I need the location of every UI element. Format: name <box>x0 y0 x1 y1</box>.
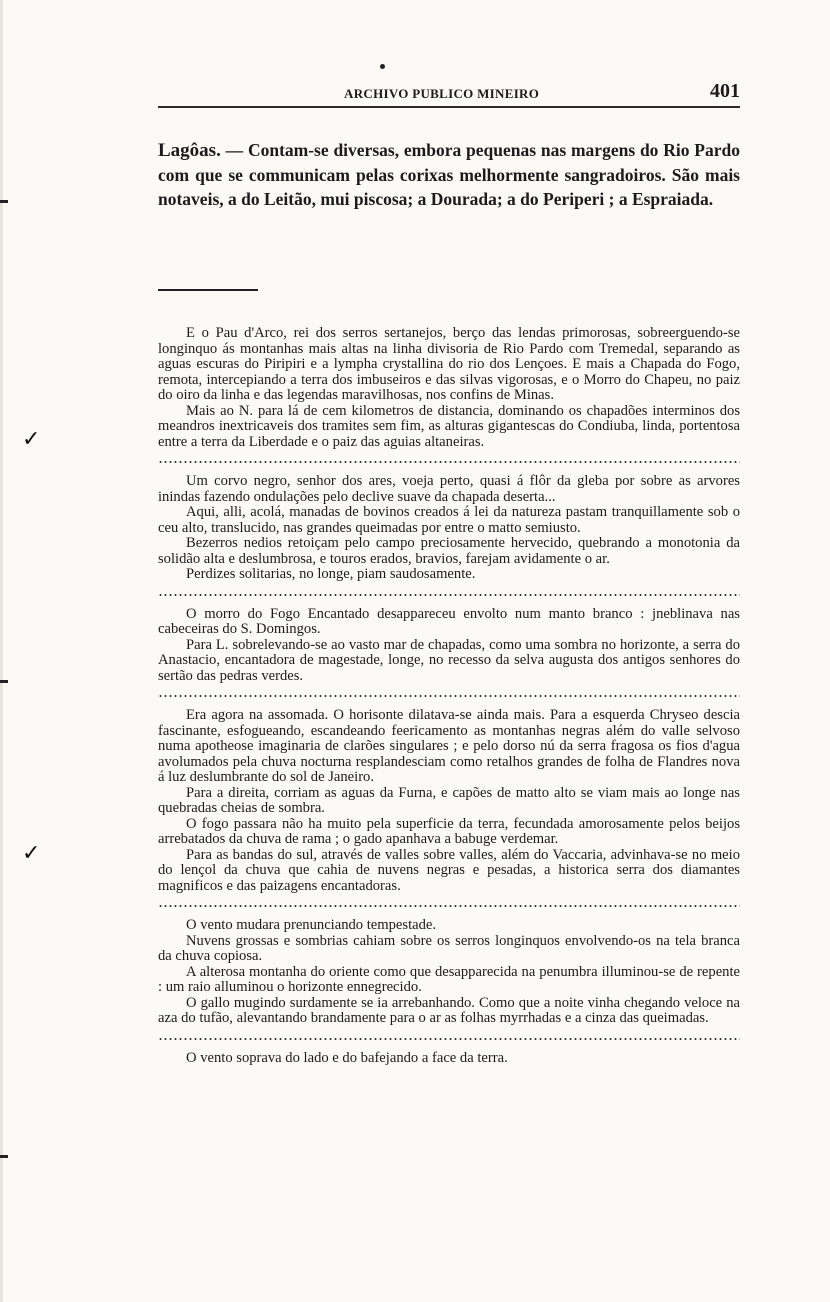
edge-tick <box>0 200 8 203</box>
header-dot <box>380 64 385 69</box>
page-number: 401 <box>710 80 740 102</box>
margin-mark: ✓ <box>22 426 41 451</box>
paragraph: Mais ao N. para lá de cem kilometros de distancia, dominando os chapadões interminos dos meandros inextricaveis dos tramites sem fim, as alturas gigantescas do Condiuba, linda, portentosa entre a terra da Liberdade e o paiz das aguias altaneiras. <box>158 402 740 450</box>
running-title: ARCHIVO PUBLICO MINEIRO <box>344 86 540 101</box>
lead-text: — Contam-se diversas, embora pequenas nas margens do Rio Pardo com que se communicam pelas corixas melhormente sangradoiros. São mais notaveis, a do Leitão, mui piscosa; a Dourada; a do Periperi ; a Espraiada. <box>158 140 740 209</box>
paragraph: Para L. sobrelevando-se ao vasto mar de chapadas, como uma sombra no horizonte, a serra do Anastacio, encantadora de magestade, longe, no recesso da selva augusta dos antigos senhores do sertão das pedras verdes. <box>158 636 740 684</box>
margin-mark: ✓ <box>22 840 41 865</box>
paragraph: O fogo passara não ha muito pela superficie da terra, fecundada amorosamente pelos beijos arrebatados da chuva de rama ; o gado apanhava a babuge verdemar. <box>158 815 740 847</box>
page-edge <box>0 0 3 1302</box>
paragraph: Nuvens grossas e sombrias cahiam sobre os serros longinquos envolvendo-os na tela branca da chuva copiosa. <box>158 932 740 964</box>
paragraph: Para as bandas do sul, através de valles sobre valles, além do Vaccaria, advinhava-se no meio do lençol da chuva que cahia de nuvens negras e pesadas, a historica serra dos diamantes magnificos e das paizagens encantadoras. <box>158 846 740 894</box>
header-rule <box>158 106 740 108</box>
paragraph: Um corvo negro, senhor dos ares, voeja perto, quasi á flôr da gleba por sobre as arvores inindas fazendo ondulações pelo declive suave da chapada deserta... <box>158 473 740 505</box>
section-rule <box>158 289 258 291</box>
dotted-separator <box>158 585 740 605</box>
paragraph: O vento soprava do lado e do bafejando a face da terra. <box>186 1049 508 1066</box>
lead-paragraph <box>158 138 740 211</box>
paragraph: E o Pau d'Arco, rei dos serros sertanejos, berço das lendas primorosas, sobreerguendo-se longinquo ás montanhas mais altas na linha divisoria de Rio Pardo com Tremedal, separando as aguas escuras do Piripiri e a lympha crystallina do rio dos Lençoes. E mais a Chapada do Fogo, remota, intercepiando a terra dos imbuseiros e das silvas vigorosas, e o Morro do Chapeu, no paiz do oiro da linha e das legendas maravilhosas, nos confins de Minas. <box>158 325 740 403</box>
lead-keyword: Lagôas. <box>158 140 221 161</box>
dotted-separator <box>158 686 740 706</box>
dotted-separator <box>158 452 740 472</box>
page-header <box>158 80 740 104</box>
paragraph: Perdizes solitarias, no longe, piam saudosamente. <box>186 566 476 582</box>
paragraph: A alterosa montanha do oriente como que desapparecida na penumbra illuminou-se de repente : um raio alluminou o horizonte ennegrecido. <box>158 963 740 995</box>
paragraph: Para a direita, corriam as aguas da Furna, e capões de matto alto se viam mais ao longe nas quebradas cheias de sombra. <box>158 784 740 816</box>
dotted-separator <box>158 896 740 916</box>
edge-tick <box>0 680 8 683</box>
body-text <box>158 326 740 1066</box>
paragraph: Bezerros nedios retoiçam pelo campo preciosamente hervecido, quebrando a monotonia da solidão alta e deslumbrosa, e touros erados, bravios, farejam avidamente o ar. <box>158 535 740 567</box>
paragraph: Era agora na assomada. O horisonte dilatava-se ainda mais. Para a esquerda Chryseo descia fascinante, esfogueando, escandeando feericamento as montanhas negras além do valle selvoso numa apotheose imaginaria de clarões singulares ; e pelo dorso nú da serra fragosa os fios d'agua avolumados pela chuva nocturna resplandesciam como retalhos grandes de folha de Flandres nova á luz deslumbrante do sol de Janeiro. <box>158 707 740 785</box>
paragraph: O gallo mugindo surdamente se ia arrebanhando. Como que a noite vinha chegando veloce na aza do tufão, alevantando brandamente para o ar as folhas myrrhadas e a cinza das queimadas. <box>158 994 740 1026</box>
paragraph: O morro do Fogo Encantado desappareceu envolto num manto branco : jneblinava nas cabeceiras do S. Domingos. <box>158 605 740 637</box>
paragraph: Aqui, alli, acolá, manadas de bovinos creados á lei da natureza pastam tranquillamente sob o ceu alto, translucido, nas grandes queimadas por entre o matto semiusto. <box>158 504 740 536</box>
dotted-separator <box>158 1029 740 1049</box>
paragraph: O vento mudara prenunciando tempestade. <box>186 917 437 933</box>
edge-tick <box>0 1155 8 1158</box>
